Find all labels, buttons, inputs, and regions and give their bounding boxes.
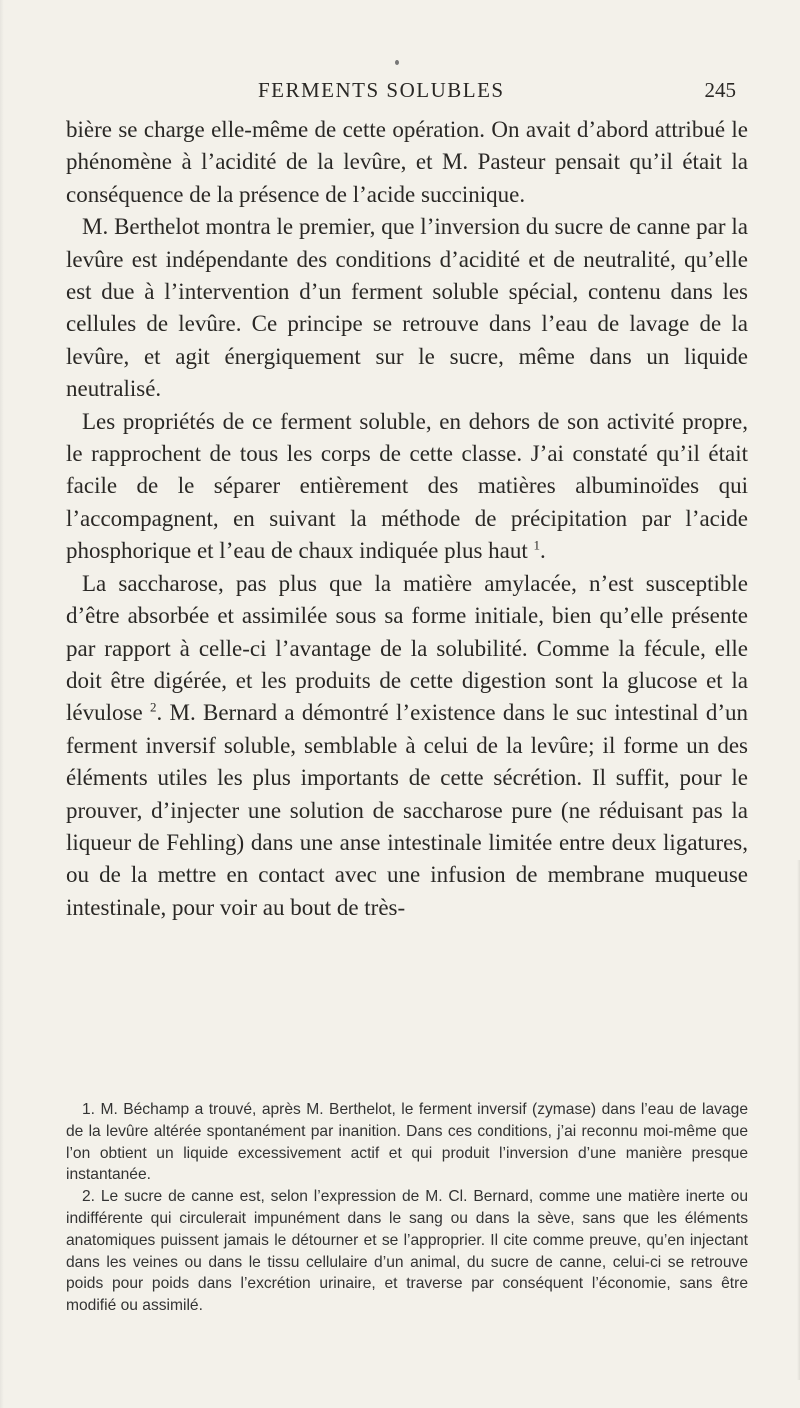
body-text (66, 114, 748, 924)
running-title: FERMENTS SOLUBLES (258, 78, 505, 102)
paragraph-text: . (540, 538, 546, 564)
footnote: 1. M. Béchamp a trouvé, après M. Berthelot, le ferment inversif (zymase) dans l’eau de lavage de la levûre altérée spontanément par inanition. Dans ces conditions, j’ai reconnu moi-même que l’on obtient un liquide excessivement actif et qui produit l’inversion d’une manière presque instantanée. (66, 1101, 748, 1184)
paragraph-text: La saccharose, pas plus que la matière amylacée, n’est susceptible d’être absorbée et assimilée sous sa forme initiale, bien qu’elle présente par rapport à celle-ci l’avantage de la solubilité. Comme la fécule, elle doit être digérée, et les produits de cette digestion sont la glucose et la lévulose (66, 570, 748, 726)
page-number: 245 (704, 78, 736, 102)
paragraph-text: Les propriétés de ce ferment soluble, en dehors de son activité propre, le rapprochent de tous les corps de cette classe. J’ai constaté qu’il était facile de le séparer entièrement des matières albuminoïdes qui l’accompagnent, en suivant la méthode de précipitation par l’acide phosphorique et l’eau de chaux indiquée plus haut (66, 408, 748, 564)
paper-speck (395, 60, 399, 65)
page-gutter-shadow (0, 0, 4, 1408)
footnotes (66, 1099, 748, 1317)
paragraph (66, 568, 748, 924)
paragraph (66, 406, 748, 568)
footnote-ref[interactable]: 1 (533, 537, 541, 553)
paragraph: M. Berthelot montra le premier, que l’inversion du sucre de canne par la levûre est indépendante des conditions d’acidité et de neutralité, qu’elle est due à l’intervention d’un ferment soluble spécial, contenu dans les cellules de levûre. Ce principe se retrouve dans l’eau de lavage de la levûre, et agit énergiquement sur le sucre, même dans un liquide neutralisé. (66, 214, 748, 402)
footnote-ref[interactable]: 2 (149, 699, 157, 715)
footnote: 2. Le sucre de canne est, selon l’expression de M. Cl. Bernard, comme une matière inerte ou indifférente qui circulerait impunément dans le sang ou dans la sève, sans que les éléments anatomiques puissent jamais le détourner et se l’approprier. Il cite comme preuve, qu’en injectant dans les veines ou dans le tissu cellulaire d’un animal, du sucre de canne, celui-ci se retrouve poids pour poids dans l’excrétion urinaire, et traverse par conséquent l’économie, sans être modifié ou assimilé. (66, 1188, 748, 1315)
paragraph: bière se charge elle-même de cette opération. On avait d’abord attribué le phénomène à l’acidité de la levûre, et M. Pasteur pensait qu’il était la conséquence de la présence de l’acide succinique. (66, 117, 748, 207)
paragraph-text: . M. Bernard a démontré l’existence dans le suc intestinal d’un ferment inversif soluble, semblable à celui de la levûre; il forme un des éléments utiles les plus importants de cette sécrétion. Il suffit, pour le prouver, d’injecter une solution de saccharose pure (ne réduisant pas la liqueur de Fehling) dans une anse intestinale limitée entre deux ligatures, ou de la mettre en contact avec une infusion de membrane muqueuse intestinale, pour voir au bout de très- (66, 700, 748, 920)
page-header (258, 78, 736, 108)
